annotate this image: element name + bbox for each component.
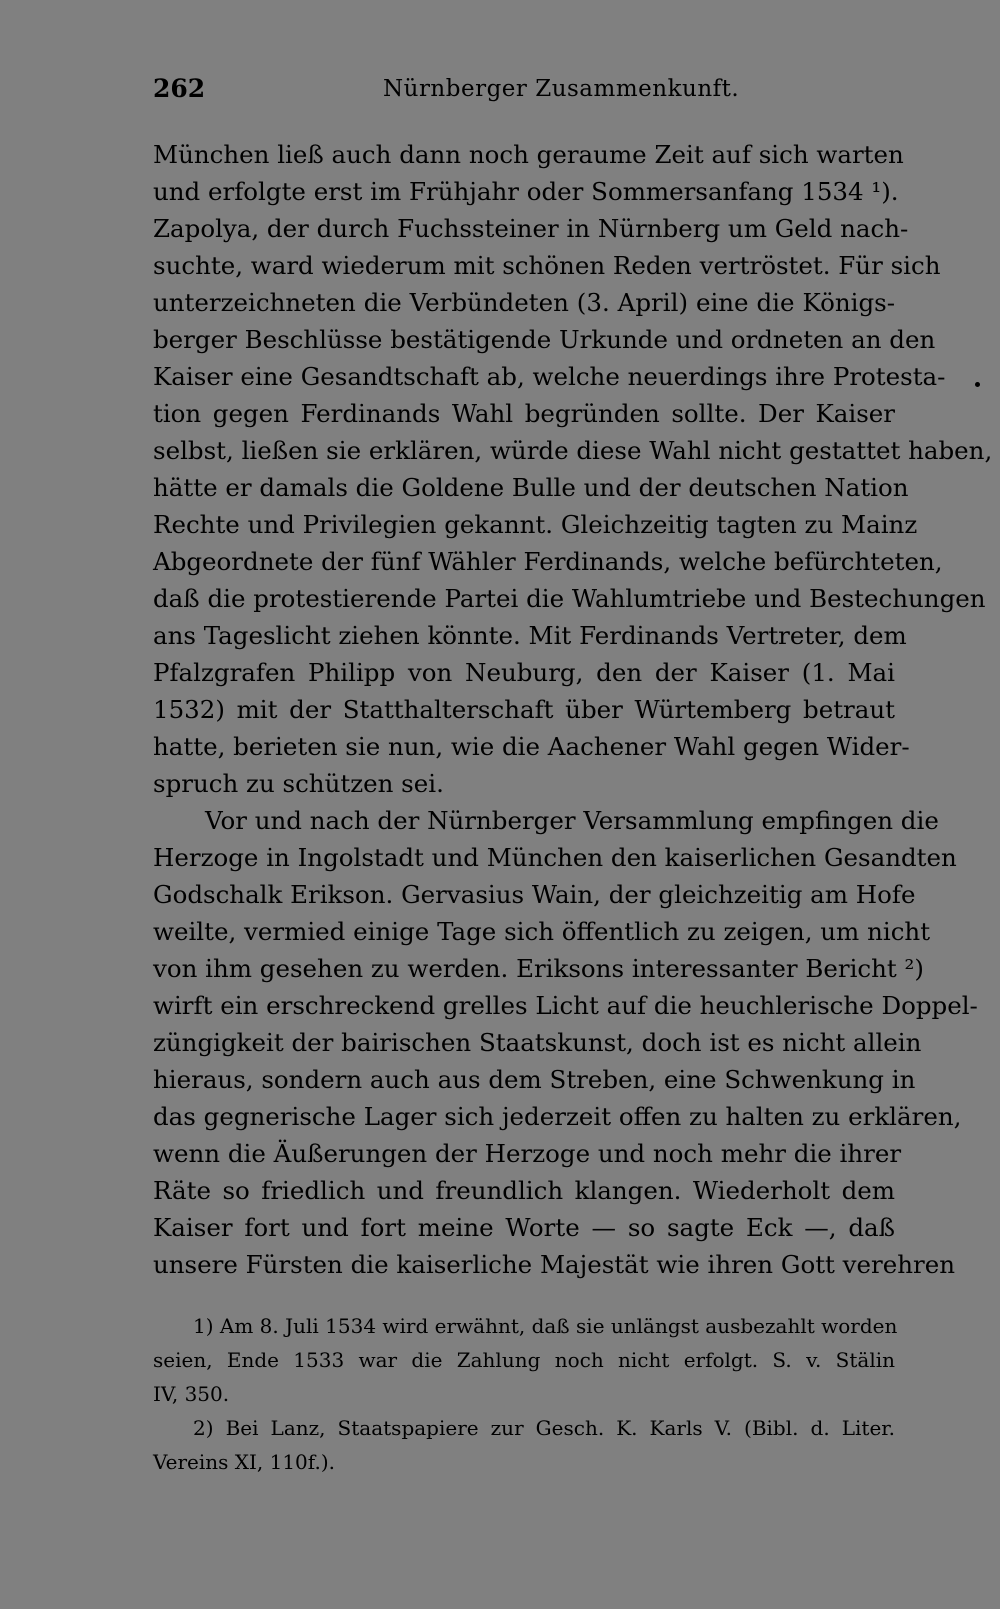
text-line: daß die protestierende Partei die Wahlumtriebe und Bestechungen (153, 584, 986, 613)
text-line: tion gegen Ferdinands Wahl begründen sollte. Der Kaiser (153, 399, 895, 428)
text-line: unterzeichneten die Verbündeten (3. April) eine die Königs- (153, 288, 895, 317)
text-line: Kaiser fort und fort meine Worte — so sagte Eck —, daß (153, 1213, 895, 1242)
footnotes (153, 1309, 898, 1479)
running-title: Nürnberger Zusammenkunft. (383, 76, 740, 102)
text-line: wirft ein erschreckend grelles Licht auf die heuchlerische Doppel- (153, 991, 978, 1020)
text-line: München ließ auch dann noch geraume Zeit auf sich warten (153, 140, 904, 169)
text-line: Godschalk Erikson. Gervasius Wain, der gleichzeitig am Hofe (153, 880, 916, 909)
text-line: unsere Fürsten die kaiserliche Majestät wie ihren Gott verehren (153, 1250, 955, 1279)
text-line: berger Beschlüsse bestätigende Urkunde und ordneten an den (153, 325, 936, 354)
footnote-line: IV, 350. (153, 1382, 230, 1406)
text-line: züngigkeit der bairischen Staatskunst, doch ist es nicht allein (153, 1028, 922, 1057)
text-line: Räte so friedlich und freundlich klangen. Wiederholt dem (153, 1176, 895, 1205)
text-line: Vor und nach der Nürnberger Versammlung empfingen die (205, 806, 939, 835)
text-line: wenn die Äußerungen der Herzoge und noch mehr die ihrer (153, 1139, 902, 1168)
text-line: selbst, ließen sie erklären, würde diese Wahl nicht gestattet haben, (153, 436, 993, 465)
text-line: hätte er damals die Goldene Bulle und der deutschen Nation (153, 473, 909, 502)
text-line: weilte, vermied einige Tage sich öffentlich zu zeigen, um nicht (153, 917, 931, 946)
page-header (153, 74, 895, 114)
footnote-line: 2) Bei Lanz, Staatspapiere zur Gesch. K. Karls V. (Bibl. d. Liter. (193, 1416, 895, 1440)
margin-mark (975, 382, 980, 387)
footnote-line: Vereins XI, 110f.). (153, 1450, 335, 1474)
text-line: und erfolgte erst im Frühjahr oder Sommersanfang 1534 ¹). (153, 177, 899, 206)
text-line: Rechte und Privilegien gekannt. Gleichzeitig tagten zu Mainz (153, 510, 918, 539)
text-line: Pfalzgrafen Philipp von Neuburg, den der Kaiser (1. Mai (153, 658, 895, 687)
text-line: Kaiser eine Gesandtschaft ab, welche neuerdings ihre Protesta- (153, 362, 946, 391)
footnote-line: 1) Am 8. Juli 1534 wird erwähnt, daß sie unlängst ausbezahlt worden (193, 1314, 898, 1338)
body-text (153, 136, 993, 1283)
text-line: hieraus, sondern auch aus dem Streben, eine Schwenkung in (153, 1065, 916, 1094)
text-line: 1532) mit der Statthalterschaft über Würtemberg betraut (153, 695, 895, 724)
text-line: Herzoge in Ingolstadt und München den kaiserlichen Gesandten (153, 843, 957, 872)
text-line: Abgeordnete der fünf Wähler Ferdinands, welche befürchteten, (153, 547, 943, 576)
text-line: von ihm gesehen zu werden. Eriksons interessanter Bericht ²) (153, 954, 924, 983)
footnote-line: seien, Ende 1533 war die Zahlung noch nicht erfolgt. S. v. Stälin (153, 1348, 895, 1372)
text-line: suchte, ward wiederum mit schönen Reden vertröstet. Für sich (153, 251, 941, 280)
text-line: ans Tageslicht ziehen könnte. Mit Ferdinands Vertreter, dem (153, 621, 907, 650)
page-number: 262 (153, 74, 206, 103)
text-line: hatte, berieten sie nun, wie die Aachener Wahl gegen Wider- (153, 732, 910, 761)
text-line: das gegnerische Lager sich jederzeit offen zu halten zu erklären, (153, 1102, 962, 1131)
text-line: spruch zu schützen sei. (153, 769, 444, 798)
text-line: Zapolya, der durch Fuchssteiner in Nürnberg um Geld nach- (153, 214, 909, 243)
